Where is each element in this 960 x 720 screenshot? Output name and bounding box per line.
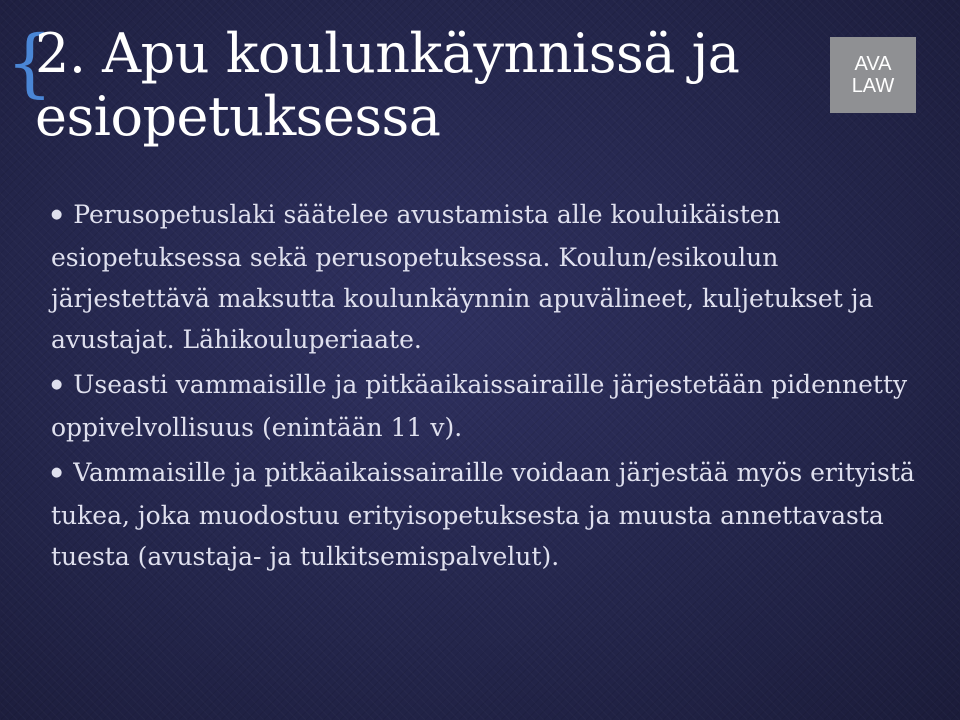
bullet-text-3: Vammaisille ja pitkäaikaissairaille voidaan järjestää myös erityistä tukea, joka muodostuu erityisopetuksesta ja muusta annettavasta tuesta (avustaja- ja tulkitsemispalvelut). — [51, 458, 915, 571]
logo-line-2: LAW — [851, 75, 895, 97]
ava-law-logo — [830, 37, 916, 113]
bullet-text-1: Perusopetuslaki säätelee avustamista alle kouluikäisten esiopetuksessa sekä perusopetuksessa. Koulun/esikoulun järjestettävä maksutta koulunkäynnin apuvälineet, kuljetukset ja avustajat. Lähikouluperiaate. — [51, 200, 874, 354]
bullet-item-1 — [51, 194, 931, 360]
logo-line-1: AVA — [854, 53, 892, 75]
bullet-dot-icon: ● — [51, 207, 63, 222]
bullet-list — [51, 194, 931, 581]
bullet-text-2: Useasti vammaisille ja pitkäaikaissairaille järjestetään pidennetty oppivelvollisuus (enintään 11 v). — [51, 370, 908, 442]
slide-brace-decoration: { — [6, 20, 54, 106]
bullet-dot-icon: ● — [51, 465, 63, 480]
bullet-dot-icon: ● — [51, 377, 63, 392]
bullet-item-3 — [51, 452, 931, 577]
bullet-item-2 — [51, 364, 931, 448]
slide-title: 2. Apu koulunkäynnissä ja esiopetuksessa — [35, 22, 740, 148]
